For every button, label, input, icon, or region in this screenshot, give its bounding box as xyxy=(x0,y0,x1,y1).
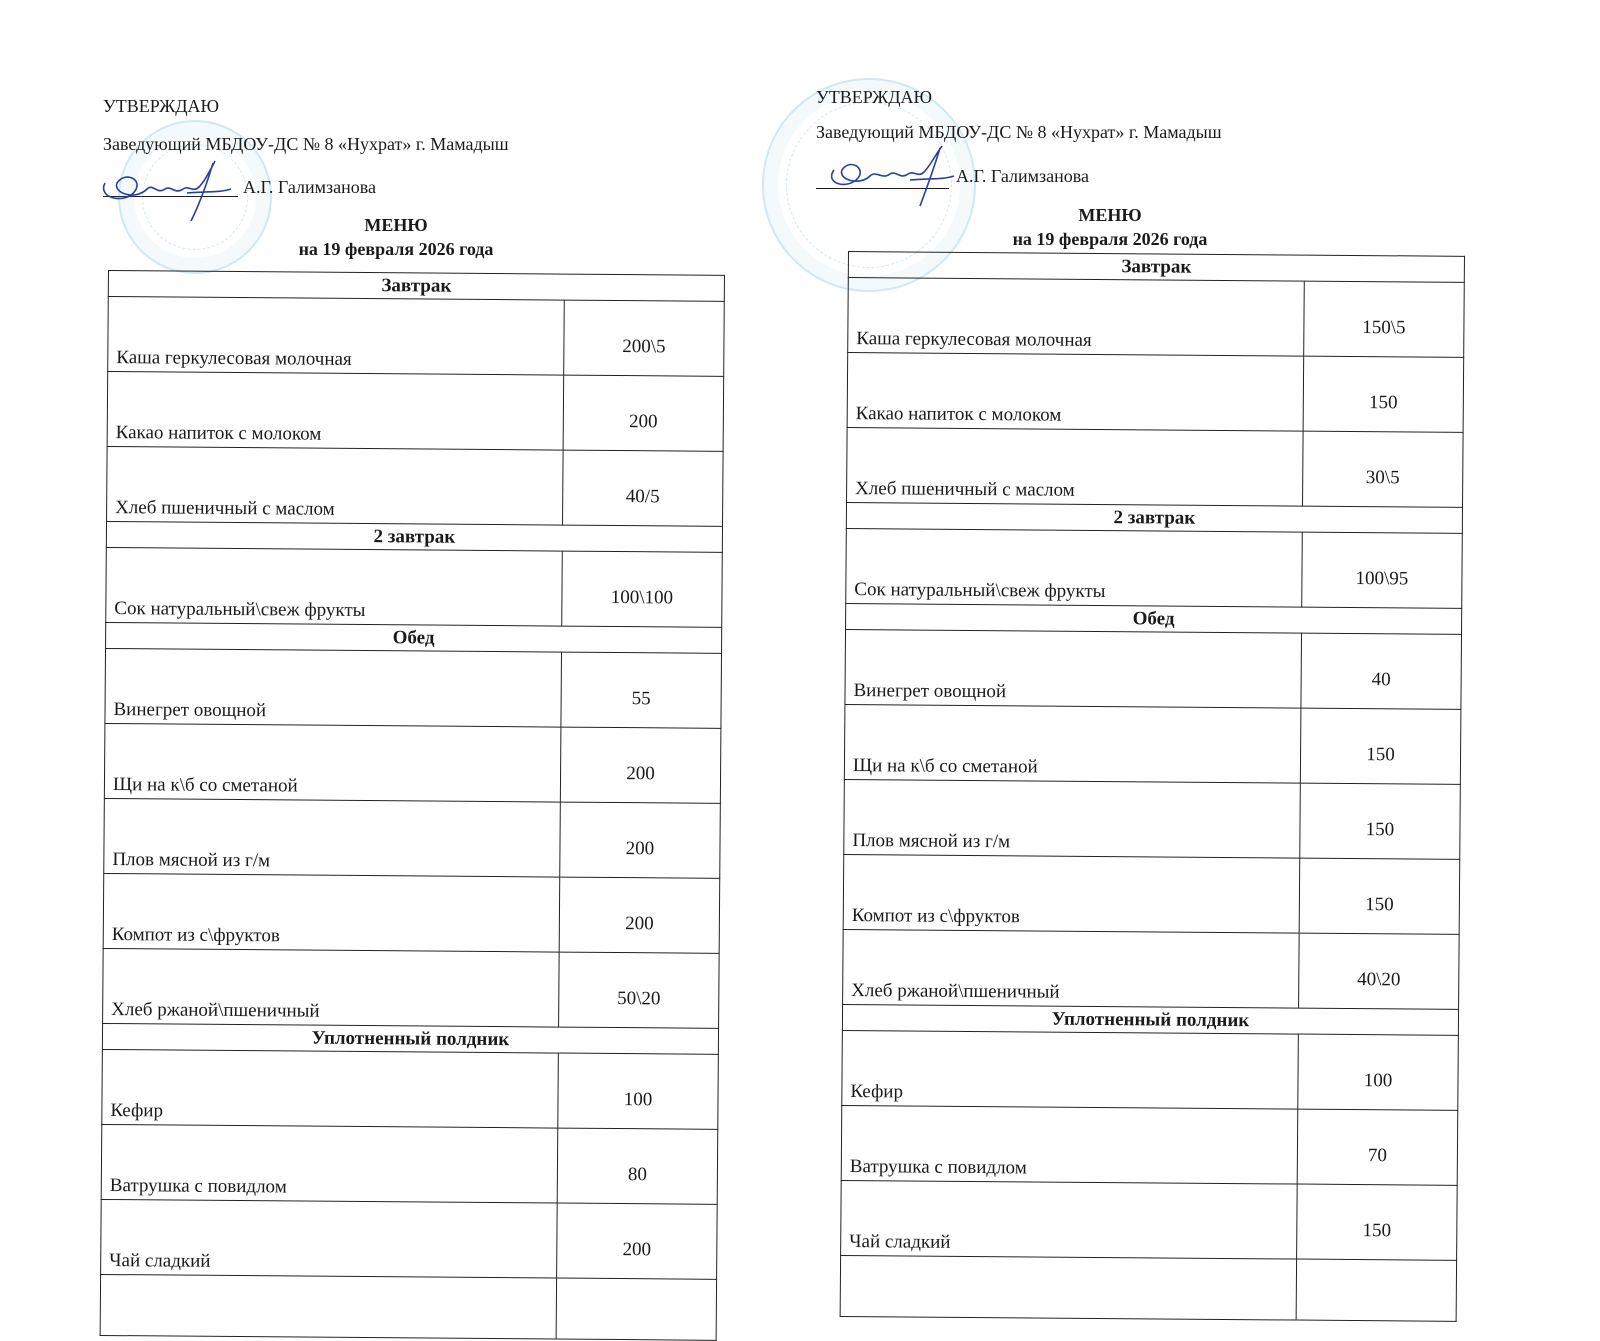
empty-row xyxy=(840,1255,1456,1321)
table-row xyxy=(102,1049,719,1129)
menu-page-left xyxy=(0,0,800,1272)
dish-name: Кефир xyxy=(102,1049,559,1128)
table-row xyxy=(108,297,725,377)
portion-value: 40 xyxy=(1301,633,1462,709)
empty-cell xyxy=(840,1255,1296,1320)
approve-word: УТВЕРЖДАЮ xyxy=(816,87,933,107)
dish-name: Щи на к\б со сметаной xyxy=(844,704,1301,783)
dish-name: Винегрет овощной xyxy=(845,629,1302,708)
menu-date: на 19 февраля 2026 года xyxy=(298,239,494,259)
portion-value: 100 xyxy=(558,1053,719,1129)
dish-name: Чай сладкий xyxy=(101,1199,558,1278)
menu-table xyxy=(100,270,725,1341)
dish-name: Ватрушка с повидлом xyxy=(841,1105,1298,1184)
menu-title xyxy=(186,213,606,261)
section-title: Завтрак xyxy=(848,252,1464,283)
section-title: 2 завтрак xyxy=(106,521,722,552)
approver-position: Заведующий МБДОУ-ДС № 8 «Нухрат» г. Мамадыш xyxy=(816,122,1222,142)
table-row xyxy=(844,779,1461,859)
portion-value: 200 xyxy=(563,375,724,451)
dish-name: Хлеб пшеничный с маслом xyxy=(847,427,1304,506)
dish-name: Кефир xyxy=(842,1030,1299,1109)
signature-scribble xyxy=(95,143,235,223)
table-row xyxy=(844,704,1461,784)
table-row xyxy=(847,353,1464,433)
table-row xyxy=(101,1199,718,1279)
dish-name: Каша геркулесовая молочная xyxy=(108,297,565,376)
portion-value: 70 xyxy=(1297,1109,1458,1185)
table-row xyxy=(843,929,1460,1009)
table-row xyxy=(107,446,724,526)
dish-name: Плов мясной из г/м xyxy=(844,779,1301,858)
dish-name: Хлеб ржаной\пшеничный xyxy=(843,929,1300,1008)
dish-name: Ватрушка с повидлом xyxy=(101,1124,558,1203)
section-title: Обед xyxy=(106,622,722,653)
portion-value: 150\5 xyxy=(1304,281,1465,357)
table-row xyxy=(846,528,1463,608)
table-row xyxy=(848,278,1465,358)
table-row xyxy=(103,948,720,1028)
table-row xyxy=(104,723,721,803)
empty-cell xyxy=(1296,1259,1456,1321)
dish-name: Компот из с\фруктов xyxy=(843,854,1300,933)
table-row xyxy=(104,798,721,878)
dish-name: Хлеб ржаной\пшеничный xyxy=(103,948,560,1027)
portion-value: 50\20 xyxy=(559,952,720,1028)
dish-name: Какао напиток с молоком xyxy=(107,372,564,451)
empty-row xyxy=(100,1274,716,1340)
portion-value: 200 xyxy=(560,727,721,803)
table-row xyxy=(842,1030,1459,1110)
table-row xyxy=(101,1124,718,1204)
portion-value: 200\5 xyxy=(564,300,725,376)
portion-value: 55 xyxy=(561,652,722,728)
dish-name: Плов мясной из г/м xyxy=(104,798,561,877)
approver-position: Заведующий МБДОУ-ДС № 8 «Нухрат» г. Мамадыш xyxy=(103,134,509,154)
menu-table-body xyxy=(100,271,724,1341)
portion-value: 150 xyxy=(1300,783,1461,859)
portion-value: 200 xyxy=(560,802,721,878)
dish-name: Винегрет овощной xyxy=(105,648,562,727)
menu-page-right xyxy=(800,0,1600,1253)
table-row xyxy=(841,1180,1458,1260)
table-row xyxy=(841,1105,1458,1185)
menu-date: на 19 февраля 2026 года xyxy=(1012,229,1208,249)
section-title: Уплотненный полдник xyxy=(842,1004,1458,1035)
dish-name: Чай сладкий xyxy=(841,1180,1298,1259)
empty-cell xyxy=(556,1278,716,1340)
table-row xyxy=(843,854,1460,934)
menu-title xyxy=(900,203,1320,251)
portion-value: 100\95 xyxy=(1302,532,1463,608)
menu-heading: МЕНЮ xyxy=(364,215,428,235)
dish-name: Каша геркулесовая молочная xyxy=(848,278,1305,357)
table-row xyxy=(107,372,724,452)
portion-value: 150 xyxy=(1303,356,1464,432)
portion-value: 40\20 xyxy=(1299,933,1460,1009)
portion-value: 100\100 xyxy=(562,551,723,627)
dish-name: Компот из с\фруктов xyxy=(103,873,560,952)
portion-value: 80 xyxy=(557,1128,718,1204)
dish-name: Сок натуральный\свеж фрукты xyxy=(106,547,563,626)
signature-scribble xyxy=(820,128,960,208)
portion-value: 150 xyxy=(1300,708,1461,784)
section-title: Завтрак xyxy=(108,271,724,302)
head-name: А.Г. Галимзанова xyxy=(243,177,376,197)
portion-value: 40/5 xyxy=(563,450,724,526)
table-row xyxy=(847,427,1464,507)
portion-value: 100 xyxy=(1298,1034,1459,1110)
approve-word: УТВЕРЖДАЮ xyxy=(103,96,220,116)
dish-name: Какао напиток с молоком xyxy=(847,353,1304,432)
table-row xyxy=(103,873,720,953)
portion-value: 150 xyxy=(1299,858,1460,934)
table-row xyxy=(845,629,1462,709)
dish-name: Щи на к\б со сметаной xyxy=(104,723,561,802)
head-name: А.Г. Галимзанова xyxy=(956,166,1089,186)
menu-heading: МЕНЮ xyxy=(1078,205,1142,225)
table-row xyxy=(106,547,723,627)
section-title: 2 завтрак xyxy=(846,502,1462,533)
portion-value: 200 xyxy=(559,877,720,953)
table-row xyxy=(105,648,722,728)
portion-value: 30\5 xyxy=(1303,431,1464,507)
menu-table xyxy=(840,251,1465,1322)
portion-value: 150 xyxy=(1297,1184,1458,1260)
section-title: Уплотненный полдник xyxy=(102,1023,718,1054)
menu-table-body xyxy=(840,252,1464,1322)
empty-cell xyxy=(100,1274,556,1339)
dish-name: Сок натуральный\свеж фрукты xyxy=(846,528,1303,607)
section-title: Обед xyxy=(846,603,1462,634)
dish-name: Хлеб пшеничный с маслом xyxy=(107,446,564,525)
portion-value: 200 xyxy=(557,1203,718,1279)
